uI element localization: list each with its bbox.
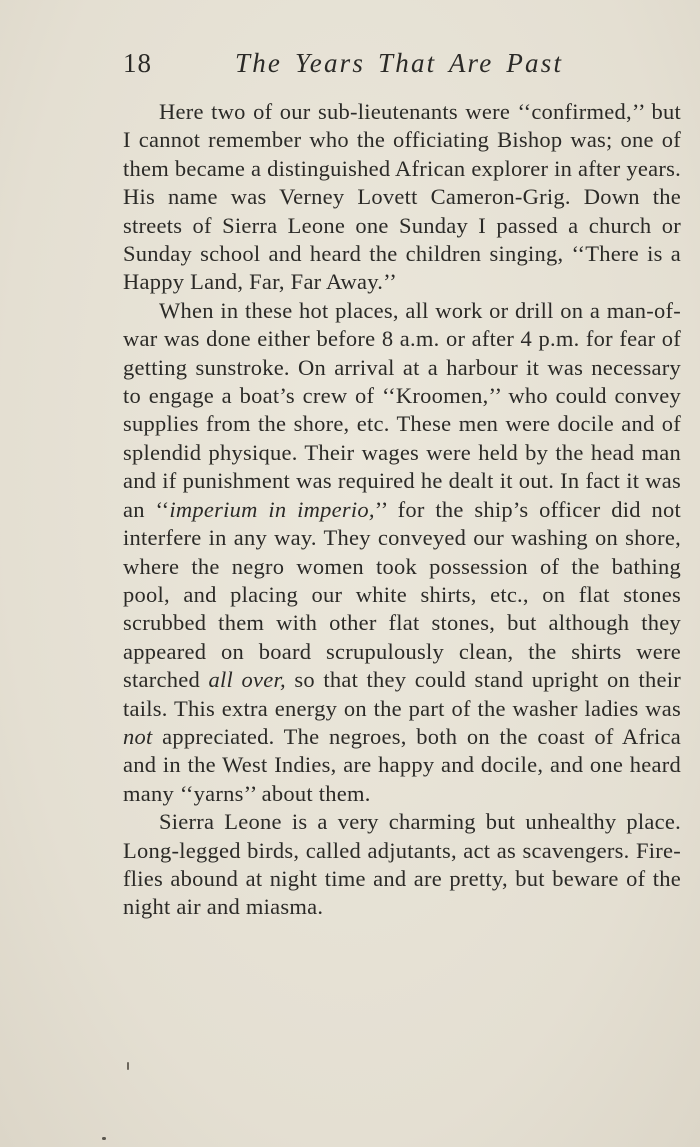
ink-speck	[102, 1137, 106, 1140]
paragraph: Here two of our sub-lieutenants were ‘‘confirmed,’’ but I cannot remember who the officiating Bishop was; one of them became a distinguished African explorer in after years. His name was Verney Lovett Cameron-Grig. Down the streets of Sierra Leone one Sunday I passed a church or Sunday school and heard the children singing, ‘‘There is a Happy Land, Far, Far Away.’’	[123, 99, 681, 295]
page-header	[123, 48, 681, 88]
paragraph: When in these hot places, all work or drill on a man-of-war was done either before 8 a.m. or after 4 p.m. for fear of getting sunstroke. On arrival at a harbour it was necessary to engage a boat’s crew of ‘‘Kroomen,’’ who could convey supplies from the shore, etc. These men were docile and of splendid physique. Their wages were held by the head man and if punishment was required he dealt it out. In fact it was an ‘‘imperium in imperio,’’ for the ship’s officer did not interfere in any way. They conveyed our washing on shore, where the negro women took possession of the bathing pool, and placing our white shirts, etc., on flat stones scrubbed them with other flat stones, but although they appeared on board scrupulously clean, the shirts were starched all over, so that they could stand upright on their tails. This extra energy on the part of the washer ladies was not appreciated. The negroes, both on the coast of Africa and in the West Indies, are happy and docile, and one heard many ‘‘yarns’’ about them.	[123, 297, 681, 806]
running-title: The Years That Are Past	[235, 48, 564, 78]
ink-speck	[127, 1062, 129, 1070]
body-text	[123, 98, 681, 922]
page-number: 18	[123, 48, 152, 78]
paragraph: Sierra Leone is a very charming but unhealthy place. Long-legged birds, called adjutants, act as scavengers. Fire-flies abound at night time and are pretty, but beware of the night air and miasma.	[123, 809, 681, 920]
